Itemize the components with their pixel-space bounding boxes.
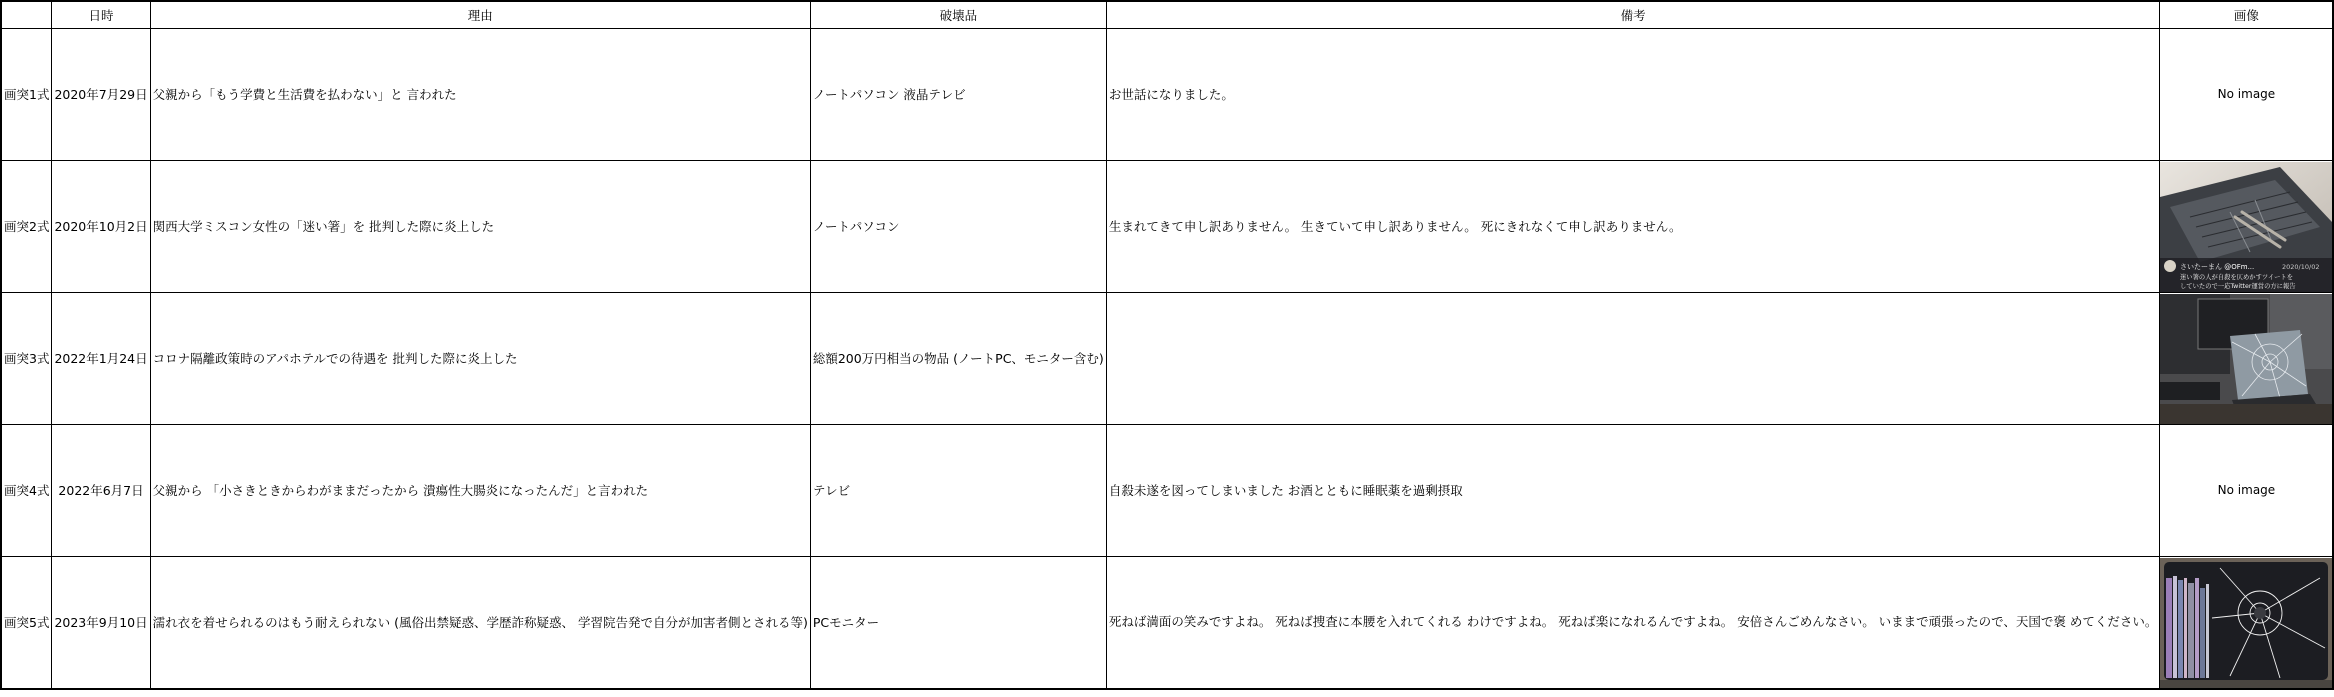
row-destroyed: テレビ [810,425,1106,557]
row-destroyed: PCモニター [810,557,1106,690]
header-reason: 理由 [150,1,810,29]
row-date: 2023年9月10日 [52,557,150,690]
row-reason: 濡れ衣を着せられるのはもう耐えられない (風俗出禁疑惑、学歴詐称疑惑、 学習院告発で自分が加害者側とされる等) [150,557,810,690]
row-reason: 父親から 「小さきときからわがままだったから 潰瘍性大腸炎になったんだ」と言われた [150,425,810,557]
row-notes: 死ねば満面の笑みですよね。 死ねば捜査に本腰を入れてくれる わけですよね。 死ねば楽になれるんですよね。 安倍さんごめんなさい。 いままで頑張ったので、天国で褒 めてください。 [1106,557,2160,690]
row-image [2160,557,2334,690]
image-caption-date: 2020/10/02 [2282,262,2320,271]
table-row [1,161,2333,293]
row-notes: 自殺未遂を図ってしまいました お酒とともに睡眠薬を過剰摂取 [1106,425,2160,557]
row-label: 画突3式 [1,293,52,425]
header-notes: 備考 [1106,1,2160,29]
row-reason: 関西大学ミスコン女性の「迷い箸」を 批判した際に炎上した [150,161,810,293]
row-label: 画突1式 [1,29,52,161]
row-notes [1106,293,2160,425]
header-date: 日時 [52,1,150,29]
row-destroyed: ノートパソコン [810,161,1106,293]
row-image [2160,293,2334,425]
row-destroyed: ノートパソコン 液晶テレビ [810,29,1106,161]
table-row [1,557,2333,690]
image-caption-line-1: 迷い箸の人が自殺を仄めかすツイートを [2180,273,2294,281]
row-date: 2020年7月29日 [52,29,150,161]
image-caption-user: さいたーまん @OFm... [2180,262,2255,271]
row-no-image: No image [2160,425,2334,557]
row-date: 2022年6月7日 [52,425,150,557]
row-notes: お世話になりました。 [1106,29,2160,161]
row-label: 画突5式 [1,557,52,690]
smashed-monitor-photo [2160,294,2332,424]
table-row [1,293,2333,425]
header-blank [1,1,52,29]
row-label: 画突2式 [1,161,52,293]
row-label: 画突4式 [1,425,52,557]
broken-laptop-photo [2160,162,2332,292]
row-notes: 生まれてきて申し訳ありません。 生きていて申し訳ありません。 死にきれなくて申し訳ありません。 [1106,161,2160,293]
header-destroyed: 破壊品 [810,1,1106,29]
header-row [1,1,2333,29]
row-image [2160,161,2334,293]
row-no-image: No image [2160,29,2334,161]
header-image: 画像 [2160,1,2334,29]
cracked-screen-photo [2160,558,2332,688]
table-row [1,29,2333,161]
table-row [1,425,2333,557]
row-reason: コロナ隔離政策時のアパホテルでの待遇を 批判した際に炎上した [150,293,810,425]
image-caption-line-2: していたので一応Twitter運営の方に報告 [2180,282,2296,290]
row-date: 2022年1月24日 [52,293,150,425]
row-reason: 父親から「もう学費と生活費を払わない」と 言われた [150,29,810,161]
row-date: 2020年10月2日 [52,161,150,293]
row-destroyed: 総額200万円相当の物品 (ノートPC、モニター含む) [810,293,1106,425]
